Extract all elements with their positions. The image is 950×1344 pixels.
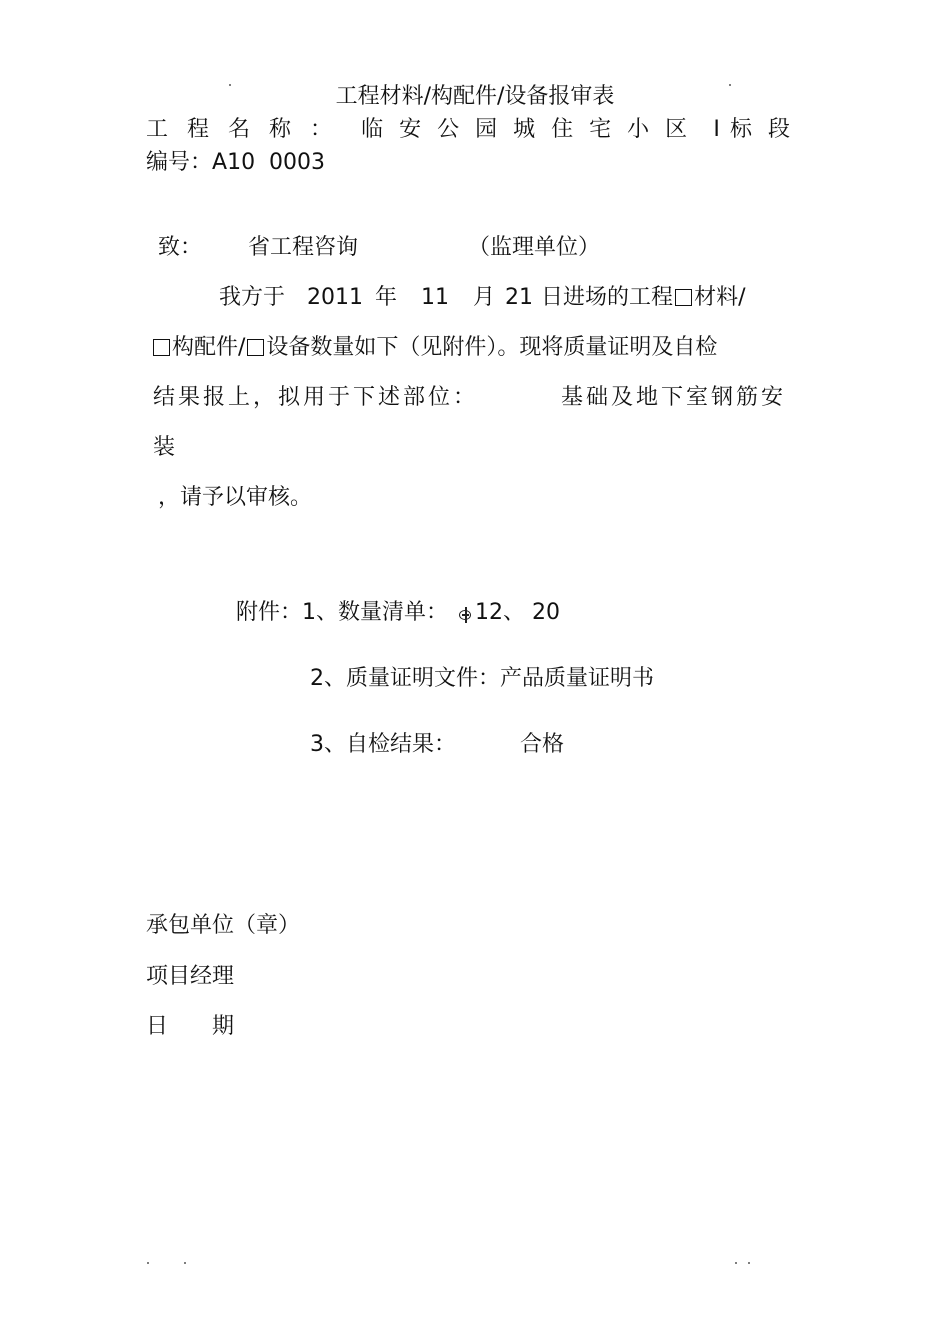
addressee-role: （监理单位）: [468, 235, 601, 260]
body-text-we: 我方于: [219, 285, 286, 310]
request-review: ，请予以审核。: [158, 485, 313, 510]
number-value: A10 0003: [212, 150, 326, 175]
attachment-item-1: [236, 602, 560, 624]
day-value: 21: [505, 285, 534, 310]
addressee-prefix: 致：: [158, 235, 203, 260]
date-label: 日 期: [146, 1014, 235, 1039]
project-manager: 项目经理: [146, 964, 235, 989]
body-text-quantity: 设备数量如下（见附件）。现将质量证明及自检: [266, 335, 718, 360]
option-component: 构配件/: [172, 335, 246, 360]
attachment-2-label: 2、质量证明文件：: [310, 666, 500, 691]
corner-mark: [748, 1262, 750, 1264]
month-value: 11: [421, 285, 450, 310]
attachment-3-label: 3、自检结果：: [310, 732, 456, 757]
body-line-2: [153, 337, 717, 359]
body-line-1: [219, 287, 745, 309]
number-label: 编号：: [146, 150, 213, 175]
material-checkbox[interactable]: [675, 289, 692, 306]
section-number: Ⅰ: [713, 117, 720, 142]
month-unit: 月: [473, 285, 496, 310]
addressee-name: 省工程咨询: [248, 235, 359, 260]
body-text-entry: 日进场的工程: [541, 285, 674, 310]
rebar-diameter-icon: [458, 607, 474, 623]
component-checkbox[interactable]: [153, 339, 170, 356]
year-value: 2011: [307, 285, 364, 310]
project-label: [146, 119, 351, 141]
contractor-seal: 承包单位（章）: [146, 913, 301, 938]
attachment-item-3: [310, 734, 564, 756]
form-number: [146, 152, 325, 174]
section-label: 标段: [729, 117, 806, 142]
corner-mark: [735, 1262, 737, 1264]
attachment-1-label: 1、数量清单：: [302, 600, 449, 625]
corner-mark: [147, 1262, 149, 1264]
project-label-text: 工程名称：: [146, 117, 352, 142]
attachments-label: 附件：: [236, 600, 303, 625]
equipment-checkbox[interactable]: [247, 339, 264, 356]
project-name: 临安公园城住宅小区: [361, 117, 704, 142]
option-material: 材料/: [694, 285, 746, 310]
attachment-2-value: 产品质量证明书: [500, 666, 655, 691]
corner-mark: [184, 1262, 186, 1264]
attachment-item-2: [310, 668, 654, 690]
install-location: 基础及地下室钢筋安: [561, 385, 787, 410]
form-title: 工程材料/构配件/设备报审表: [335, 84, 615, 109]
install-location-cont: 装: [153, 435, 176, 460]
project-name-line: [146, 119, 806, 141]
body-line-3: 结果报上，拟用于下述部位：: [153, 385, 479, 410]
attachment-3-value: 合格: [520, 732, 565, 757]
year-unit: 年: [375, 285, 398, 310]
attachment-1-value: 12、 20: [475, 600, 560, 625]
